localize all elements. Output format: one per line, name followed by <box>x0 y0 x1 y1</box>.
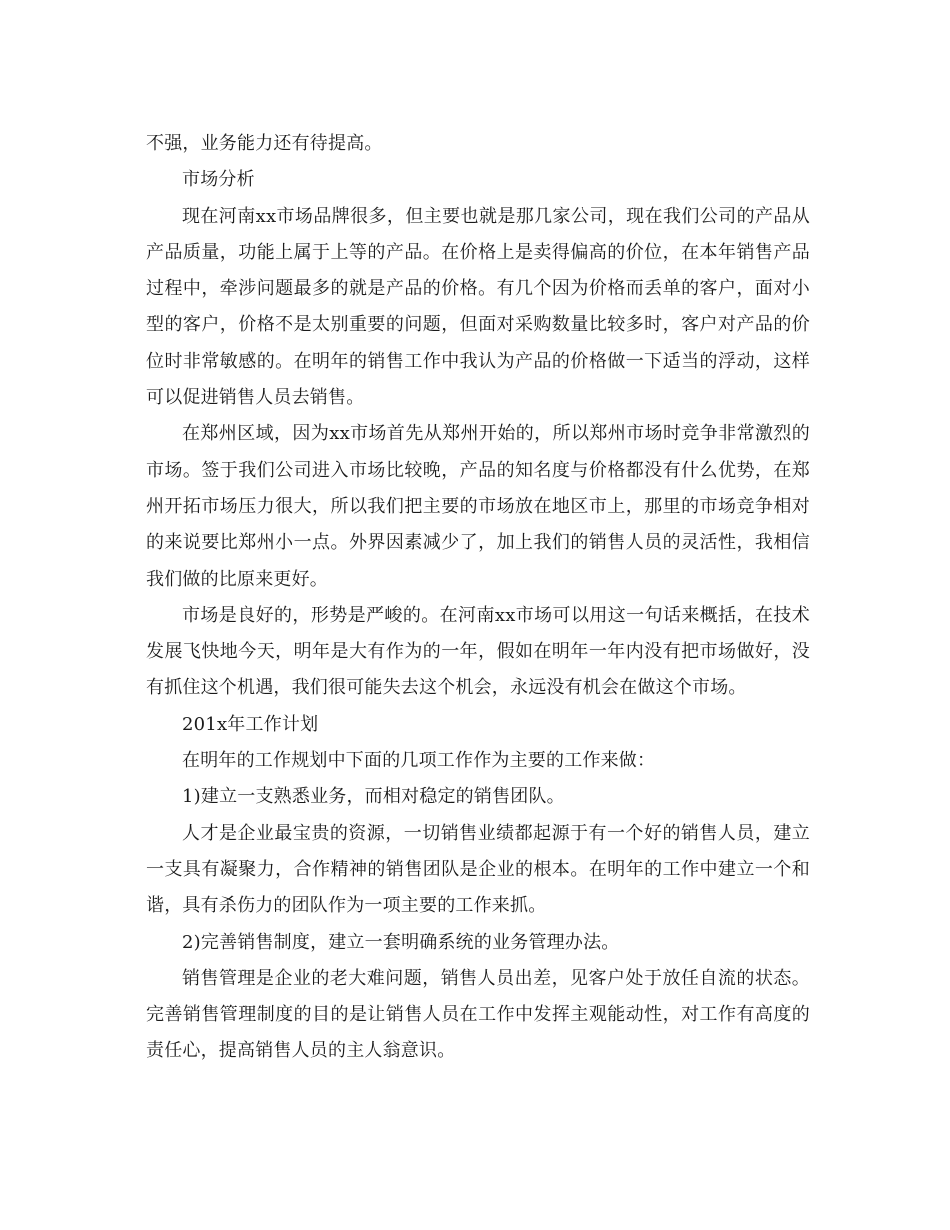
paragraph-market-outlook: 市场是良好的，形势是严峻的。在河南xx市场可以用这一句话来概括，在技术发展飞快地今天，明年是大有作为的一年，假如在明年一年内没有把市场做好，没有抓住这个机遇，我们很可能失去这个机会，永远没有机会在做这个市场。 <box>146 604 810 699</box>
section-heading-work-plan: 201x年工作计划 <box>182 713 319 735</box>
paragraph-sales-management: 销售管理是企业的老大难问题，销售人员出差，见客户处于放任自流的状态。完善销售管理制度的目的是让销售人员在工作中发挥主观能动性，对工作有高度的责任心，提高销售人员的主人翁意识。 <box>146 967 810 1062</box>
plan-item-2-heading: 2)完善销售制度，建立一套明确系统的业务管理办法。 <box>182 931 620 953</box>
paragraph-sales-team: 人才是企业最宝贵的资源，一切销售业绩都起源于有一个好的销售人员，建立一支具有凝聚力，合作精神的销售团队是企业的根本。在明年的工作中建立一个和谐，具有杀伤力的团队作为一项主要的工作来抓。 <box>146 822 810 917</box>
paragraph-continuation: 不强，业务能力还有待提高。 <box>146 133 383 154</box>
section-heading-market-analysis: 市场分析 <box>182 169 255 191</box>
paragraph-plan-intro: 在明年的工作规划中下面的几项工作作为主要的工作来做： <box>182 750 656 772</box>
document-body <box>146 126 810 1070</box>
paragraph-henan-market: 现在河南xx市场品牌很多，但主要也就是那几家公司，现在我们公司的产品从产品质量，功能上属于上等的产品。在价格上是卖得偏高的价位，在本年销售产品过程中，牵涉问题最多的就是产品的价格。有几个因为价格而丢单的客户，面对小型的客户，价格不是太别重要的问题，但面对采购数量比较多时，客户对产品的价位时非常敏感的。在明年的销售工作中我认为产品的价格做一下适当的浮动，这样可以促进销售人员去销售。 <box>146 205 810 409</box>
plan-item-1-heading: 1)建立一支熟悉业务，而相对稳定的销售团队。 <box>182 786 565 808</box>
paragraph-zhengzhou-region: 在郑州区域，因为xx市场首先从郑州开始的，所以郑州市场时竞争非常激烈的市场。签于我们公司进入市场比较晚，产品的知名度与价格都没有什么优势，在郑州开拓市场压力很大，所以我们把主要的市场放在地区市上，那里的市场竞争相对的来说要比郑州小一点。外界因素减少了，加上我们的销售人员的灵活性，我相信我们做的比原来更好。 <box>146 423 810 590</box>
